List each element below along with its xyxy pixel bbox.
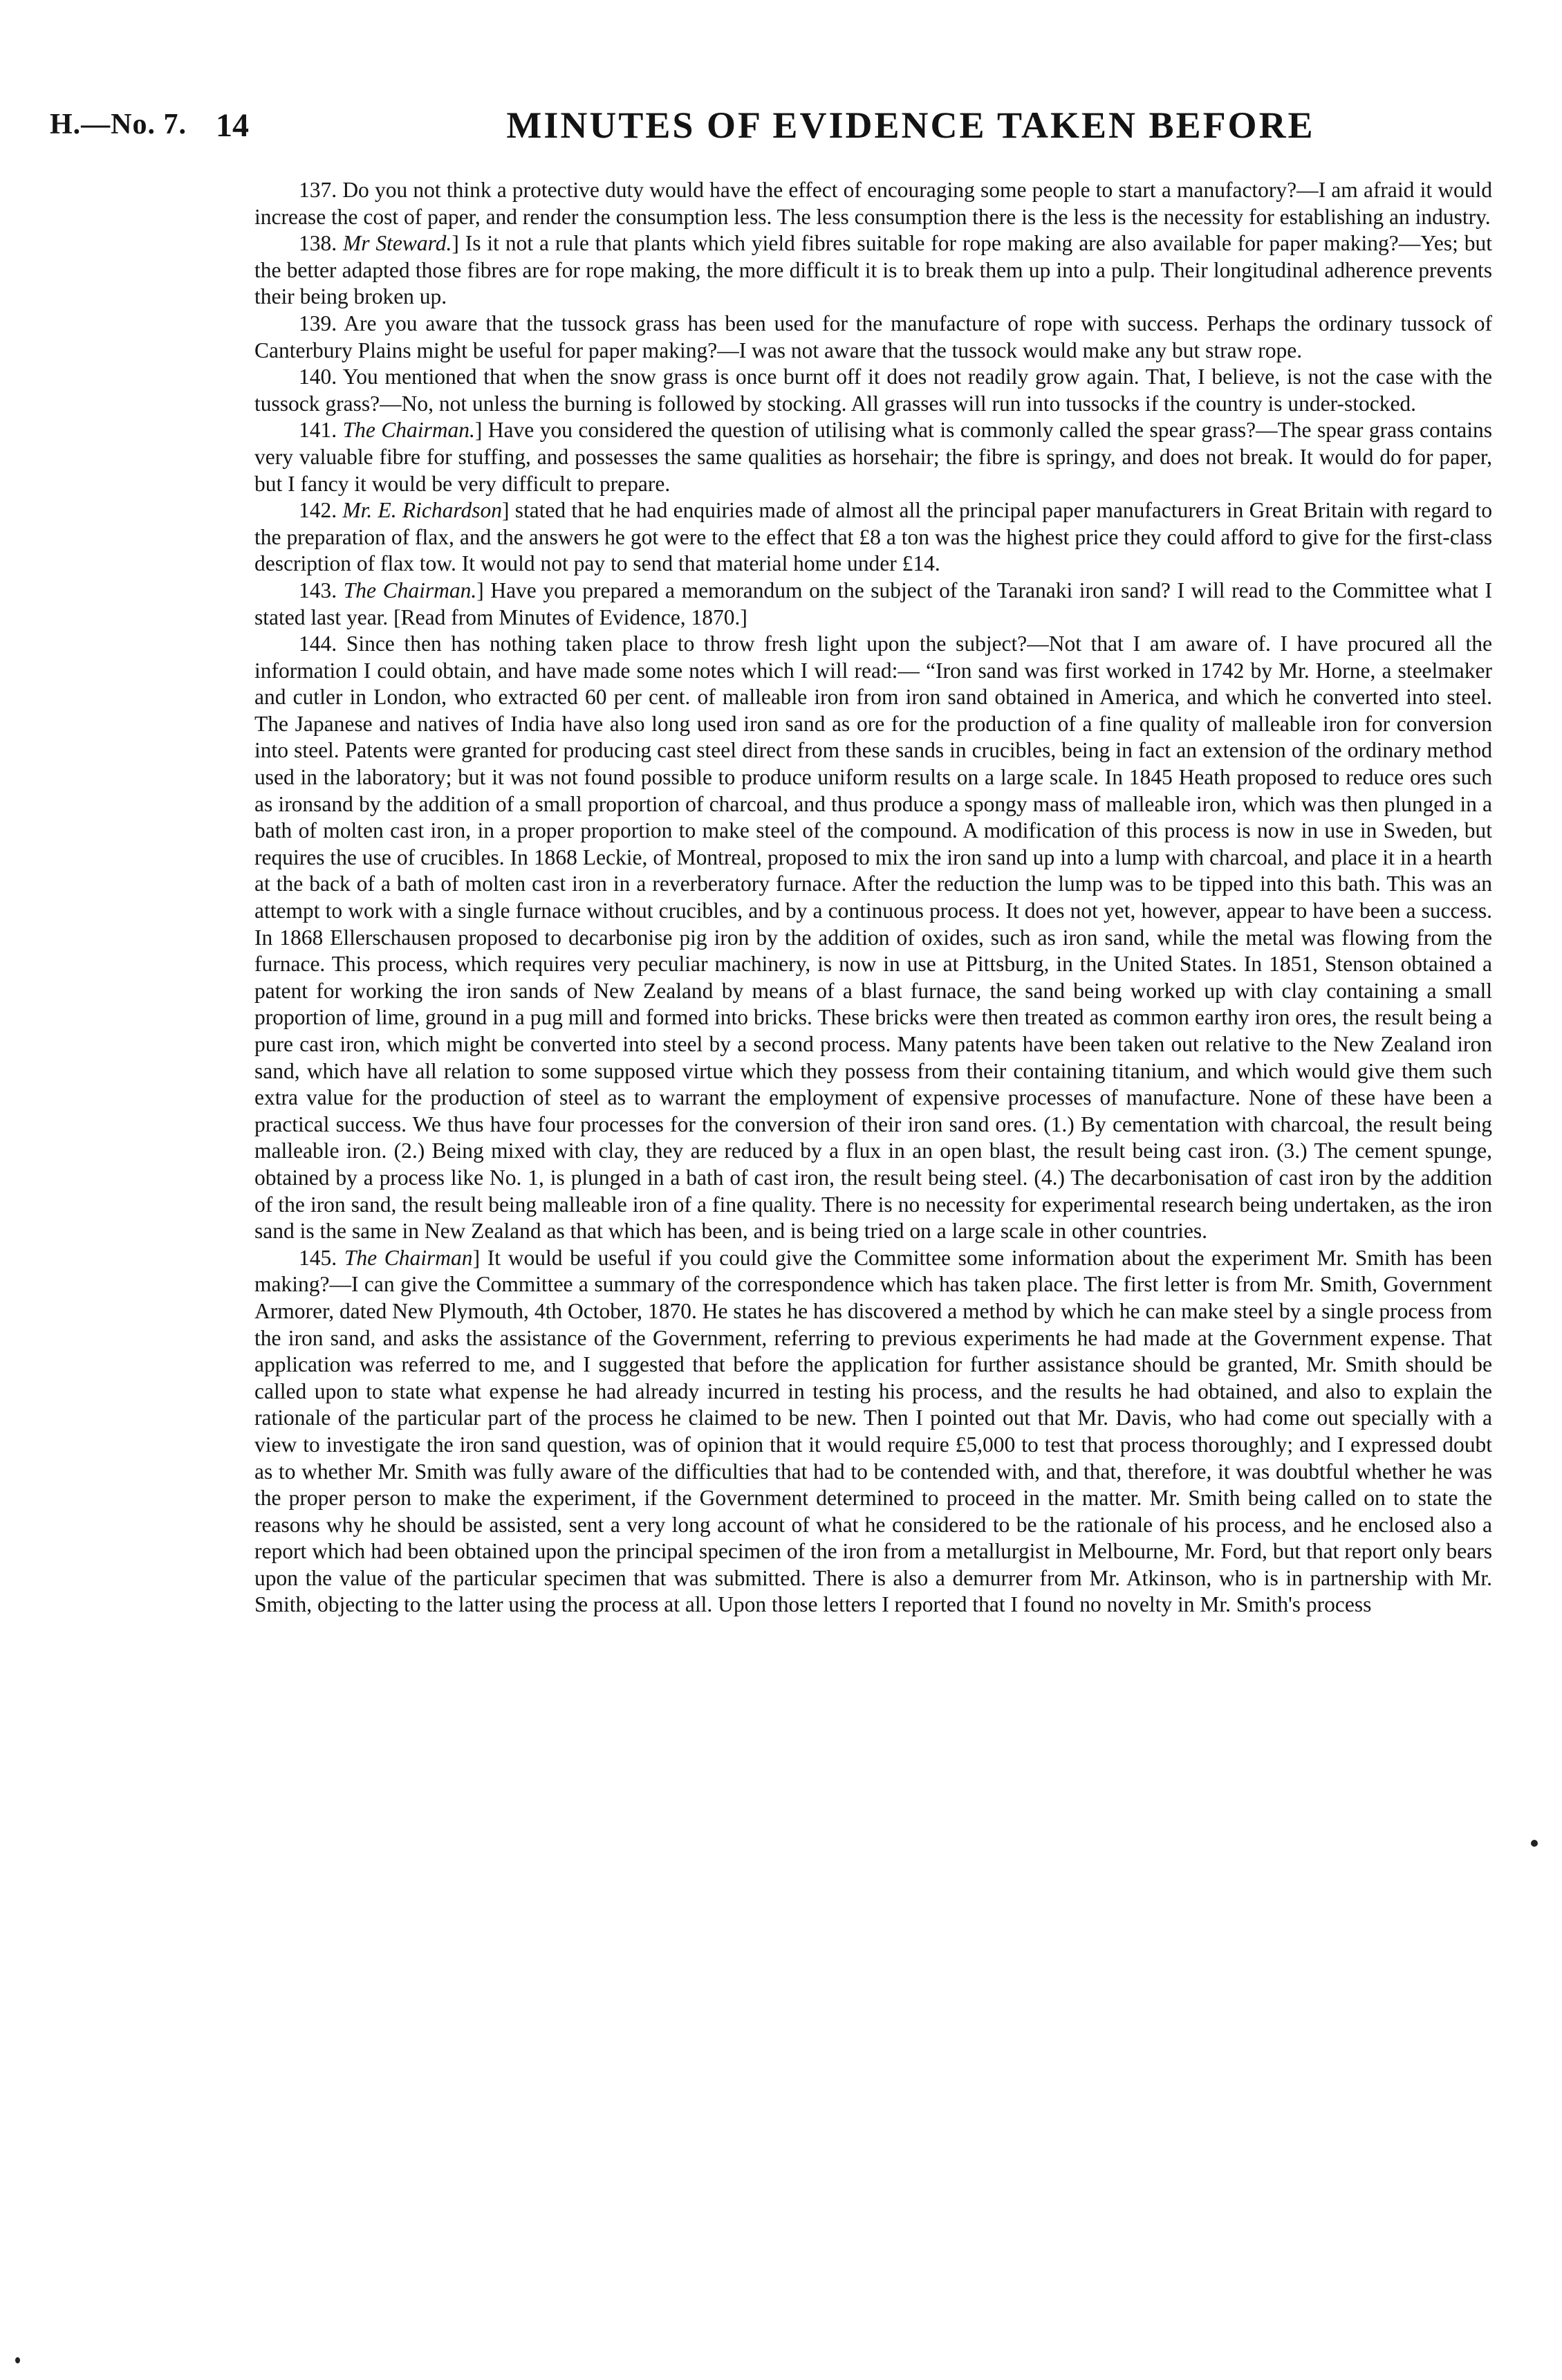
question-number: 145. — [299, 1245, 337, 1270]
paragraph-text: ] Is it not a rule that plants which yield fibres suitable for rope making are also available for paper making?—Yes; but the better adapted those fibres are for rope making, the more difficult it is to break them up into a pulp. Their longitudinal adherence prevents their being broken up. — [254, 231, 1492, 309]
question-144 — [254, 631, 1492, 1245]
margin-dot-mark — [15, 2357, 20, 2363]
paragraph-text: ] Have you considered the question of utilising what is commonly called the spear grass?—The spear grass contains very valuable fibre for stuffing, and possesses the same qualities as horsehair; the fibre is springy, and does not break. It would do for paper, but I fancy it would be very difficult to prepare. — [254, 418, 1492, 496]
question-number: 139. — [299, 311, 337, 335]
question-140 — [254, 364, 1492, 417]
speaker-name: The Chairman — [344, 1245, 473, 1270]
question-number: 142. — [299, 498, 337, 523]
question-139 — [254, 311, 1492, 364]
question-142 — [254, 497, 1492, 578]
page-header — [50, 102, 1536, 151]
question-143 — [254, 578, 1492, 631]
margin-dot-mark — [1531, 1840, 1538, 1847]
question-145 — [254, 1245, 1492, 1618]
question-number: 144. — [299, 631, 337, 656]
paragraph-text: Are you aware that the tussock grass has been used for the manufacture of rope with success. Perhaps the ordinary tussock of Canterbury Plains might be useful for paper making?—I was not aware that the tussock would make any but straw rope. — [254, 311, 1493, 362]
question-138 — [254, 230, 1492, 311]
paragraph-text: You mentioned that when the snow grass is once burnt off it does not readily grow again. That, I believe, is not the case with the tussock grass?—No, not unless the burning is followed by stocking. All grasses will run into tussocks if the country is under-stocked. — [254, 365, 1492, 416]
evidence-body — [254, 177, 1492, 1618]
paragraph-text: ] It would be useful if you could give the Committee some information about the experiment Mr. Smith has been making?—I can give the Committee a summary of the correspondence which has taken place. The first letter is from Mr. Smith, Government Armorer, dated New Plymouth, 4th October, 1870. He states he has discovered a method by which he can make steel by a single process from the iron sand, and asks the assistance of the Government, referring to previous experiments he had made at the Government expense. That application was referred to me, and I suggested that before the application for further assistance should be granted, Mr. Smith should be called upon to state what expense he had already incurred in testing his process, and the results he had obtained, and also to explain the rationale of the particular part of the process he claimed to be new. Then I pointed out that Mr. Davis, who had come out specially with a view to investigate the iron sand question, was of opinion that it would require £5,000 to test that process thoroughly; and I expressed doubt as to whether Mr. Smith was fully aware of the difficulties that had to be contended with, and that, therefore, it was doubtful whether he was the proper person to make the experiment, if the Government determined to proceed in the matter. Mr. Smith being called on to state the reasons why he should be assisted, sent a very long account of what he considered to be the rationale of his process, and he enclosed also a report which had been obtained upon the principal specimen of the iron from a metallurgist in Melbourne, Mr. Ford, but that report only bears upon the value of the particular specimen that was submitted. There is also a demurrer from Mr. Atkinson, who is in partnership with Mr. Smith, objecting to the latter using the process at all. Upon those letters I reported that I found no novelty in Mr. Smith's process — [254, 1245, 1492, 1617]
speaker-name: The Chairman. — [342, 418, 475, 443]
question-141 — [254, 417, 1492, 497]
paragraph-text: Since then has nothing taken place to throw fresh light upon the subject?—Not that I am aware of. I have procured all the information I could obtain, and have made some notes which I will read:— “Iron sand was first worked in 1742 by Mr. Horne, a steelmaker and cutler in London, who extracted 60 per cent. of malleable iron from iron sand obtained in America, and which he converted into steel. The Japanese and natives of India have also long used iron sand as ore for the production of a fine quality of malleable iron for conversion into steel. Patents were granted for producing cast steel direct from these sands in crucibles, being in fact an extension of the ordinary method used in the laboratory; but it was not found possible to produce uniform results on a large scale. In 1845 Heath proposed to reduce ores such as ironsand by the addition of a small proportion of charcoal, and thus produce a spongy mass of malleable iron, which was then plunged in a bath of molten cast iron, in a proper proportion to make steel of the compound. A modification of this process is now in use in Sweden, but requires the use of crucibles. In 1868 Leckie, of Montreal, proposed to mix the iron sand up into a lump with charcoal, and place it in a hearth at the back of a bath of molten cast iron in a reverberatory furnace. After the reduction the lump was to be tipped into this bath. This was an attempt to work with a single furnace without crucibles, and by a continuous process. It does not yet, however, appear to have been a success. In 1868 Ellerschausen proposed to decarbonise pig iron by the addition of oxides, such as iron sand, while the metal was flowing from the furnace. This process, which requires very peculiar machinery, is now in use at Pittsburg, in the United States. In 1851, Stenson obtained a patent for working the iron sands of New Zealand by means of a blast furnace, the sand being worked up with clay containing a small proportion of lime, ground in a pug mill and formed into bricks. These bricks were then treated as common earthy iron ores, the result being a pure cast iron, which might be converted into steel by a second process. Many patents have been taken out relative to the New Zealand iron sand, which have all relation to some supposed virtue which they possess from their containing titanium, and which would give them such extra value for the production of steel as to warrant the employment of expensive processes of manufacture. None of these have been a practical success. We thus have four processes for the conversion of their iron sand ores. (1.) By cementation with charcoal, the result being malleable iron. (2.) Being mixed with clay, they are reduced by a flux in an open blast, the result being cast iron. (3.) The cement spunge, obtained by a process like No. 1, is plunged in a bath of cast iron, the result being steel. (4.) The decarbonisation of cast iron by the addition of the iron sand, the result being malleable iron of a fine quality. There is no necessity for experimental research being undertaken, as the iron sand is the same in New Zealand as that which has been, and is being tried on a large scale in other countries. — [254, 631, 1493, 1244]
paragraph-text: ] Have you prepared a memorandum on the subject of the Taranaki iron sand? I will read to the Committee what I stated last year. [Read from Minutes of Evidence, 1870.] — [254, 578, 1493, 629]
question-number: 138. — [299, 231, 337, 256]
paragraph-text: Do you not think a protective duty would have the effect of encouraging some people to start a manufactory?—I am afraid it would increase the cost of paper, and render the consumption less. The less consumption there is the less is the necessity for establishing an industry. — [254, 178, 1493, 229]
question-number: 140. — [299, 365, 337, 389]
speaker-name: Mr. E. Richardson — [342, 498, 502, 523]
paragraph-text: ] stated that he had enquiries made of almost all the principal paper manufacturers in Great Britain with regard to the preparation of flax, and the answers he got were to the effect that £8 a ton was the highest price they could afford to give for the first-class description of flax tow. It would not pay to send that material home under £14. — [254, 498, 1493, 576]
document-reference: H.—No. 7. — [50, 109, 187, 140]
question-number: 143. — [299, 578, 337, 602]
page-number: 14 — [216, 107, 249, 144]
question-number: 137. — [299, 178, 337, 202]
question-number: 141. — [299, 418, 337, 443]
question-137 — [254, 177, 1492, 230]
speaker-name: The Chairman. — [343, 578, 477, 602]
speaker-name: Mr Steward. — [343, 231, 452, 256]
running-title: MINUTES OF EVIDENCE TAKEN BEFORE — [506, 104, 1315, 146]
